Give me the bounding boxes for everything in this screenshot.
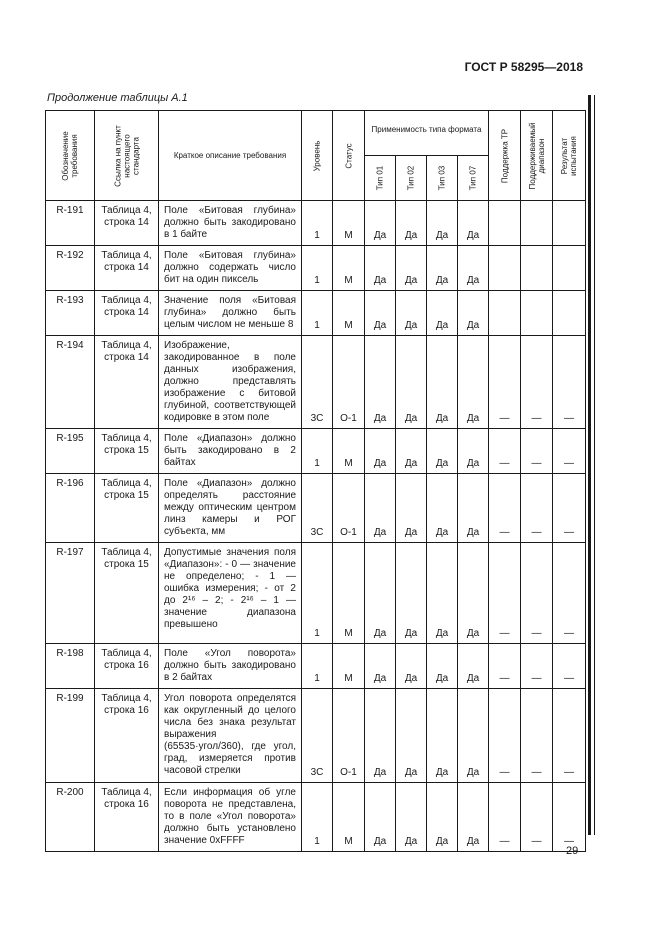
row-description: Поле «Битовая глубина» должно быть закодировано в 1 байте	[159, 201, 302, 246]
row-level: 1	[302, 644, 333, 689]
row-type-02: Да	[396, 429, 427, 474]
row-level: 1	[302, 543, 333, 644]
row-type-02: Да	[396, 644, 427, 689]
table-row	[46, 474, 586, 543]
row-status: M	[333, 429, 365, 474]
row-type-07: Да	[458, 783, 489, 852]
row-id: R-200	[46, 783, 95, 852]
row-level: 3С	[302, 689, 333, 783]
row-level: 1	[302, 783, 333, 852]
col-t03-header: Тип 03	[427, 156, 458, 201]
row-range: —	[521, 543, 553, 644]
row-range: —	[521, 783, 553, 852]
row-status: M	[333, 291, 365, 336]
row-type-03: Да	[427, 201, 458, 246]
row-id: R-197	[46, 543, 95, 644]
row-level: 3С	[302, 474, 333, 543]
row-type-02: Да	[396, 291, 427, 336]
requirements-table	[45, 110, 586, 852]
row-level: 3С	[302, 336, 333, 429]
row-level: 1	[302, 429, 333, 474]
col-range-header: Поддерживаемый диапазон	[521, 111, 553, 201]
row-description: Угол поворота определятся как округленный до целого числа без знака результат выражения (65535·угол/360), где угол, град, измеряется против часовой стрелки	[159, 689, 302, 783]
row-type-07: Да	[458, 291, 489, 336]
row-id: R-199	[46, 689, 95, 783]
row-range	[521, 201, 553, 246]
row-range: —	[521, 429, 553, 474]
row-range: —	[521, 336, 553, 429]
table-row	[46, 689, 586, 783]
row-status: M	[333, 201, 365, 246]
row-type-02: Да	[396, 474, 427, 543]
row-reference: Таблица 4, строка 15	[95, 543, 159, 644]
row-type-07: Да	[458, 543, 489, 644]
header-row-top	[46, 111, 586, 156]
row-status: M	[333, 644, 365, 689]
row-type-01: Да	[365, 689, 396, 783]
table-row	[46, 246, 586, 291]
table-continuation-caption: Продолжение таблицы А.1	[47, 92, 188, 104]
row-type-03: Да	[427, 336, 458, 429]
row-status: О-1	[333, 336, 365, 429]
row-tr-support: —	[489, 783, 521, 852]
margin-rule-thick	[588, 95, 591, 835]
row-range: —	[521, 689, 553, 783]
row-reference: Таблица 4, строка 16	[95, 689, 159, 783]
row-id: R-196	[46, 474, 95, 543]
col-ref-header: Ссылка на пункт настоящего стандарта	[95, 111, 159, 201]
row-tr-support	[489, 201, 521, 246]
row-description: Поле «Угол поворота» должно быть закодировано в 2 байтах	[159, 644, 302, 689]
row-range: —	[521, 644, 553, 689]
row-tr-support: —	[489, 336, 521, 429]
row-tr-support: —	[489, 429, 521, 474]
row-type-01: Да	[365, 543, 396, 644]
row-tr-support	[489, 246, 521, 291]
col-status-header: Статус	[333, 111, 365, 201]
row-reference: Таблица 4, строка 14	[95, 201, 159, 246]
row-description: Значение поля «Битовая глубина» должно быть целым числом не меньше 8	[159, 291, 302, 336]
col-tr-header: Поддержка ТР	[489, 111, 521, 201]
col-desc-header: Краткое описание требования	[159, 111, 302, 201]
row-result	[553, 291, 586, 336]
row-tr-support: —	[489, 689, 521, 783]
row-reference: Таблица 4, строка 14	[95, 336, 159, 429]
col-t01-header: Тип 01	[365, 156, 396, 201]
row-status: M	[333, 543, 365, 644]
row-status: M	[333, 783, 365, 852]
row-id: R-191	[46, 201, 95, 246]
row-type-07: Да	[458, 201, 489, 246]
row-result: —	[553, 474, 586, 543]
row-type-07: Да	[458, 246, 489, 291]
row-status: M	[333, 246, 365, 291]
row-result: —	[553, 543, 586, 644]
row-reference: Таблица 4, строка 15	[95, 474, 159, 543]
row-reference: Таблица 4, строка 15	[95, 429, 159, 474]
row-range	[521, 291, 553, 336]
standard-number: ГОСТ Р 58295—2018	[464, 60, 583, 74]
row-type-01: Да	[365, 474, 396, 543]
row-range	[521, 246, 553, 291]
row-result: —	[553, 644, 586, 689]
margin-rule-thin	[594, 95, 595, 835]
row-id: R-193	[46, 291, 95, 336]
table-row	[46, 336, 586, 429]
row-id: R-192	[46, 246, 95, 291]
row-type-03: Да	[427, 644, 458, 689]
table-row	[46, 783, 586, 852]
row-type-07: Да	[458, 644, 489, 689]
row-type-07: Да	[458, 336, 489, 429]
row-description: Изображение, закодированное в поле данных изображения, должно представлять изображение с битовой глубиной, соответствующей кодировке в этом поле	[159, 336, 302, 429]
row-result: —	[553, 429, 586, 474]
row-reference: Таблица 4, строка 14	[95, 291, 159, 336]
row-result: —	[553, 336, 586, 429]
row-type-01: Да	[365, 783, 396, 852]
row-reference: Таблица 4, строка 16	[95, 644, 159, 689]
col-t02-header: Тип 02	[396, 156, 427, 201]
row-type-03: Да	[427, 291, 458, 336]
col-result-header: Результат испытания	[553, 111, 586, 201]
col-level-header: Уровень	[302, 111, 333, 201]
row-description: Поле «Диапазон» должно определять расстояние между оптическим центром линз камеры и РОГ субъекта, мм	[159, 474, 302, 543]
table-row	[46, 201, 586, 246]
row-type-01: Да	[365, 336, 396, 429]
row-description: Поле «Битовая глубина» должно содержать число бит на один пиксель	[159, 246, 302, 291]
row-type-01: Да	[365, 246, 396, 291]
table-row	[46, 543, 586, 644]
row-result: —	[553, 689, 586, 783]
row-type-02: Да	[396, 783, 427, 852]
col-applicability-header: Применимость типа формата	[365, 111, 489, 156]
col-t07-header: Тип 07	[458, 156, 489, 201]
row-type-03: Да	[427, 783, 458, 852]
table-row	[46, 429, 586, 474]
row-result	[553, 201, 586, 246]
row-status: О-1	[333, 474, 365, 543]
row-type-07: Да	[458, 689, 489, 783]
row-type-02: Да	[396, 201, 427, 246]
row-type-02: Да	[396, 689, 427, 783]
page-number: 29	[566, 845, 579, 857]
row-type-02: Да	[396, 543, 427, 644]
row-id: R-194	[46, 336, 95, 429]
row-type-01: Да	[365, 429, 396, 474]
row-type-02: Да	[396, 246, 427, 291]
row-type-07: Да	[458, 474, 489, 543]
row-type-02: Да	[396, 336, 427, 429]
row-type-03: Да	[427, 689, 458, 783]
col-id-header: Обозначение требования	[46, 111, 95, 201]
row-type-03: Да	[427, 543, 458, 644]
row-description: Поле «Диапазон» должно быть закодировано в 2 байтах	[159, 429, 302, 474]
table-row	[46, 644, 586, 689]
row-result: —	[553, 783, 586, 852]
row-level: 1	[302, 246, 333, 291]
row-tr-support: —	[489, 543, 521, 644]
row-reference: Таблица 4, строка 16	[95, 783, 159, 852]
row-type-03: Да	[427, 474, 458, 543]
row-tr-support: —	[489, 644, 521, 689]
row-result	[553, 246, 586, 291]
row-type-01: Да	[365, 291, 396, 336]
row-reference: Таблица 4, строка 14	[95, 246, 159, 291]
row-type-01: Да	[365, 201, 396, 246]
table-row	[46, 291, 586, 336]
row-type-03: Да	[427, 429, 458, 474]
row-type-03: Да	[427, 246, 458, 291]
row-type-07: Да	[458, 429, 489, 474]
row-tr-support: —	[489, 474, 521, 543]
row-status: О-1	[333, 689, 365, 783]
row-description: Если информация об угле поворота не представлена, то в поле «Угол поворота» должно быть установлено значение 0xFFFF	[159, 783, 302, 852]
row-id: R-195	[46, 429, 95, 474]
row-level: 1	[302, 201, 333, 246]
row-type-01: Да	[365, 644, 396, 689]
row-level: 1	[302, 291, 333, 336]
row-tr-support	[489, 291, 521, 336]
row-id: R-198	[46, 644, 95, 689]
row-description: Допустимые значения поля «Диапазон»: - 0 — значение не определено; - 1 — ошибка измерения; - от 2 до 2¹⁶ – 2; - 2¹⁶ – 1 — значение диапазона превышено	[159, 543, 302, 644]
row-range: —	[521, 474, 553, 543]
